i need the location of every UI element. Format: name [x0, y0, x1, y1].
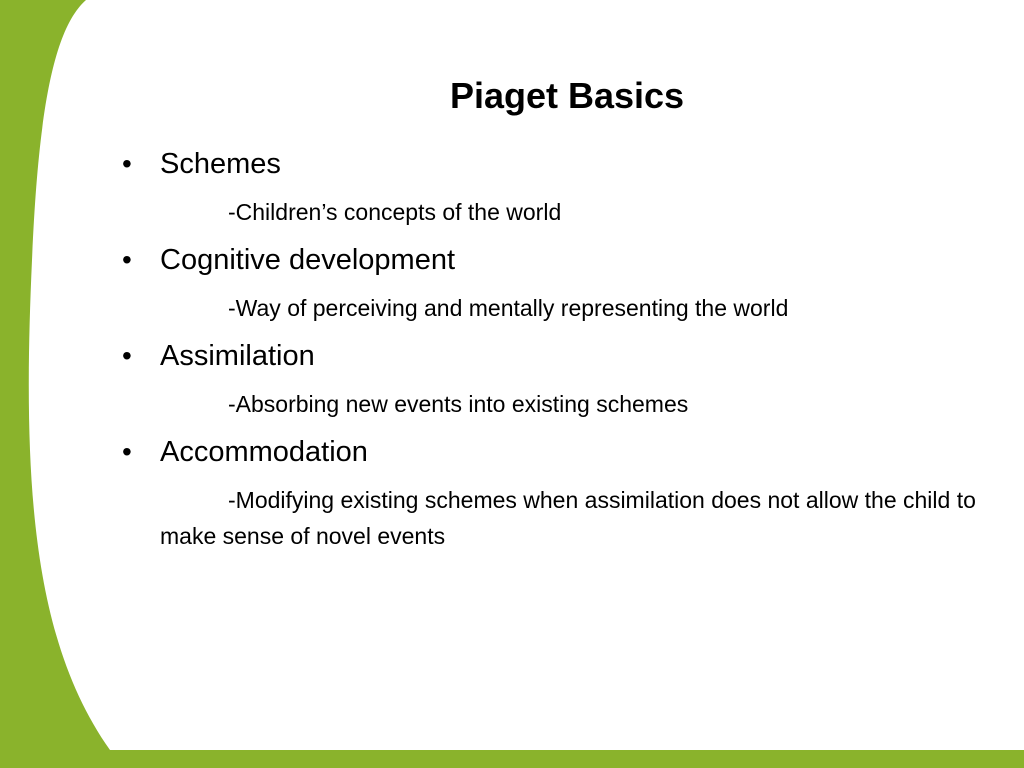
- list-item: [122, 142, 1012, 230]
- bullet-heading: Schemes: [160, 148, 281, 180]
- bottom-green-band: [0, 750, 1024, 768]
- left-green-band: [0, 0, 110, 750]
- bullet-icon: •: [122, 244, 132, 275]
- bullet-heading: Cognitive development: [160, 244, 456, 276]
- bullet-detail: -Children’s concepts of the world: [228, 199, 562, 225]
- list-item: [122, 238, 1012, 326]
- bullet-heading: Accommodation: [160, 436, 368, 468]
- list-item: [122, 430, 1012, 554]
- bullet-detail: -Way of perceiving and mentally representing the world: [228, 295, 789, 321]
- bullet-icon: •: [122, 148, 132, 179]
- bullet-icon: •: [122, 340, 132, 371]
- bullet-detail: -Modifying existing schemes when assimilation does not allow the child to make sense of novel events: [160, 487, 976, 549]
- bullet-detail: -Absorbing new events into existing schemes: [228, 391, 689, 417]
- bullet-icon: •: [122, 436, 132, 467]
- list-item: [122, 334, 1012, 422]
- bullet-heading: Assimilation: [160, 340, 315, 372]
- slide-title: Piaget Basics: [449, 75, 685, 116]
- bullet-list: [122, 142, 1012, 562]
